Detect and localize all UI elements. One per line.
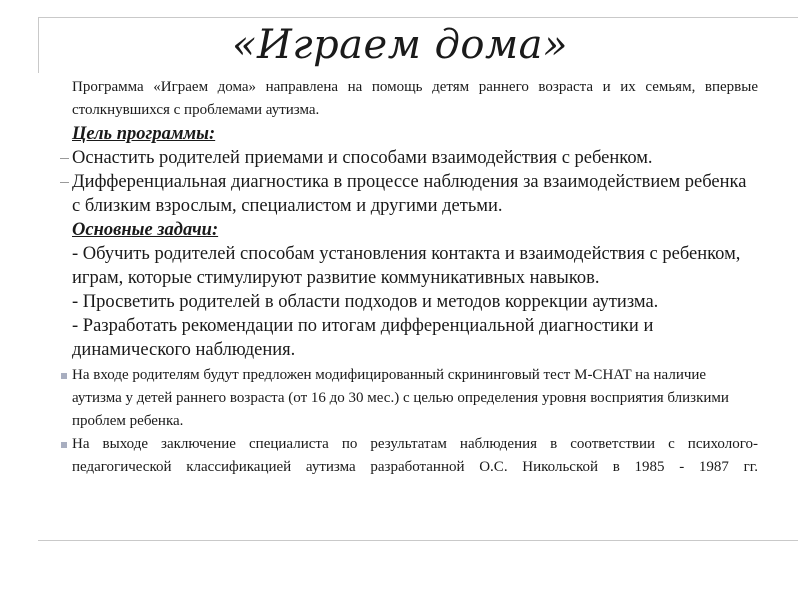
note-item [72, 433, 758, 479]
dash-bullet-icon [60, 182, 69, 183]
note-text: На входе родителям будут предложен модифицированный скрининговый тест М-CHAT на наличие аутизма у детей раннего возраста (от 16 до 30 мес.) с целью определения уровня восприятия близкими проблем ребенка. [72, 367, 729, 429]
intro-paragraph: Программа «Играем дома» направлена на помощь детям раннего возраста и их семьям, впервые столкнувшихся с проблемами аутизма. [72, 79, 758, 118]
goal-item [72, 170, 758, 218]
goal-text: Оснастить родителей приемами и способами взаимодействия с ребенком. [72, 148, 653, 168]
frame-top-rule [38, 17, 798, 18]
dash-bullet-icon [60, 158, 69, 159]
task-item: - Просветить родителей в области подходов и методов коррекции аутизма. [72, 292, 659, 312]
square-bullet-icon [61, 442, 67, 448]
note-item [72, 364, 758, 433]
tasks-heading: Основные задачи: [72, 220, 219, 240]
frame-bottom-rule [38, 540, 798, 541]
goal-text: Дифференциальная диагностика в процессе наблюдения за взаимодействием ребенка с близким взрослым, специалистом и другими детьми. [72, 172, 747, 216]
slide-content [72, 76, 758, 479]
task-item: - Обучить родителей способам установления контакта и взаимодействия с ребенком, играм, которые стимулируют развитие коммуникативных навыков. [72, 244, 741, 288]
slide-title: «Играем дома» [232, 22, 568, 68]
task-item: - Разработать рекомендации по итогам дифференциальной диагностики и динамического наблюдения. [72, 316, 654, 360]
square-bullet-icon [61, 373, 67, 379]
note-text: На выходе заключение специалиста по результатам наблюдения в соответствии с психолого-педагогической классификацией аутизма разработанной О.С. Никольской в 1985 - 1987 гг. [72, 436, 758, 475]
goal-item [72, 146, 758, 170]
goal-heading: Цель программы: [72, 124, 216, 144]
